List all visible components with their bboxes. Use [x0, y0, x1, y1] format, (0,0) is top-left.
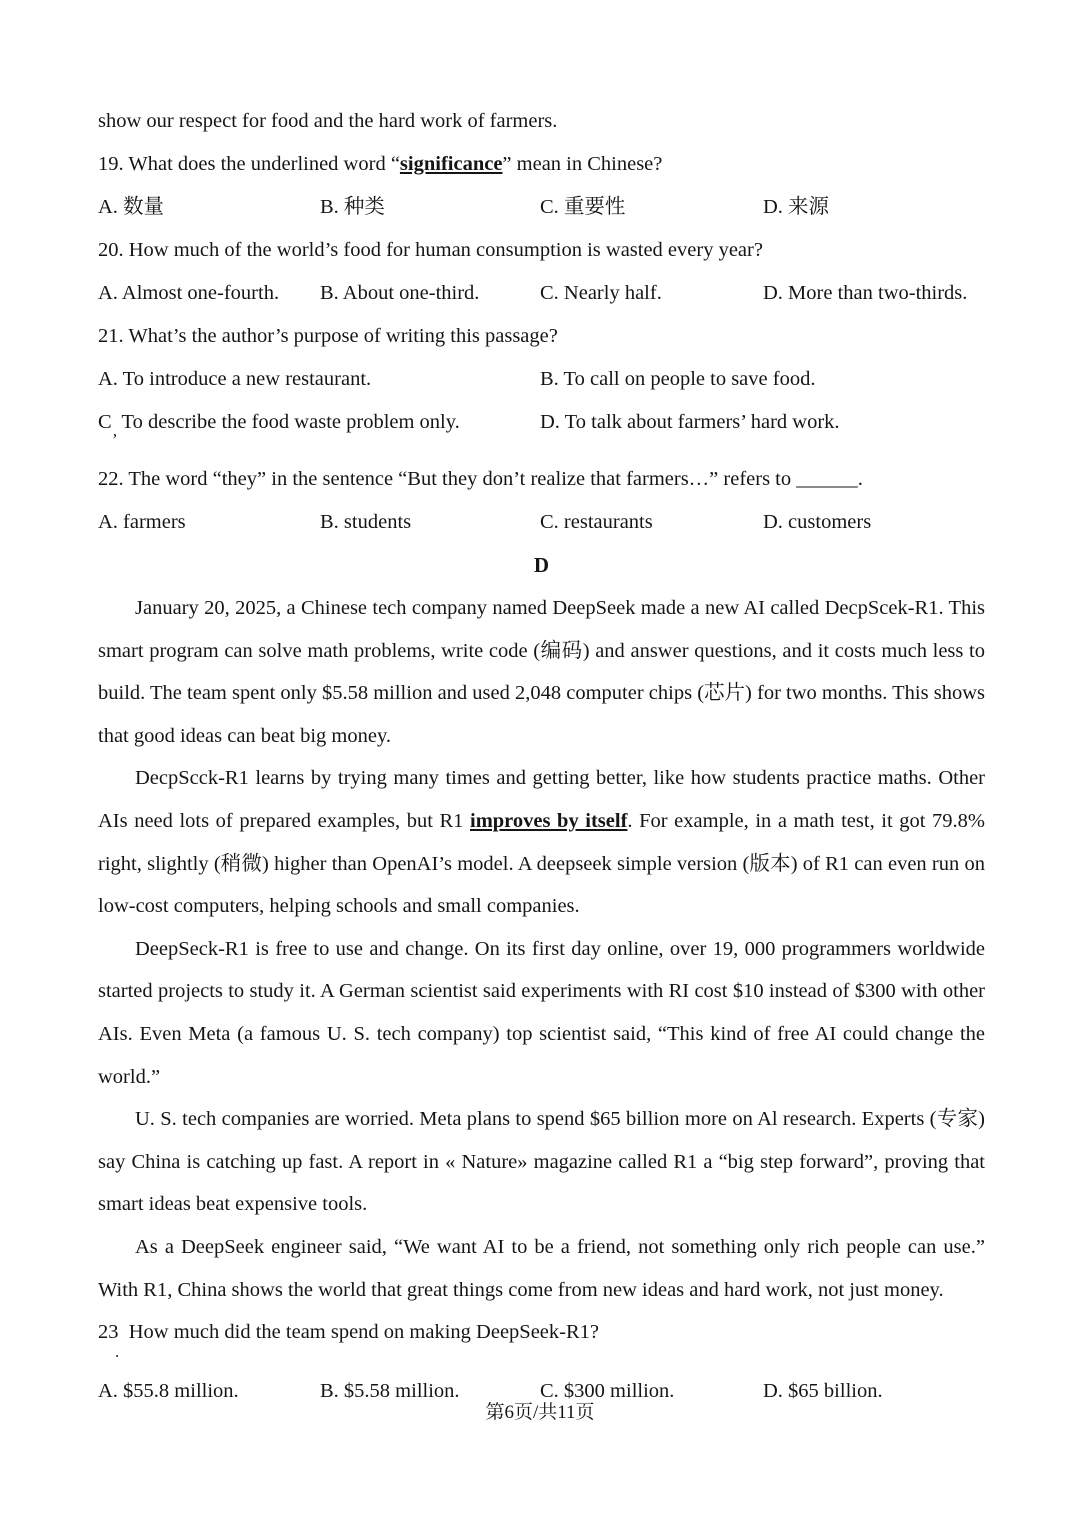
option-23-c: C. $300 million.	[540, 1380, 675, 1403]
question-21-stem: 21. What’s the author’s purpose of writing this passage?	[98, 325, 558, 347]
stray-mark: .	[115, 1342, 120, 1362]
option-21-d: D. To talk about farmers’ hard work.	[540, 411, 840, 433]
option-23-d: D. $65 billion.	[763, 1380, 883, 1403]
option-22-c: C. restaurants	[540, 511, 653, 533]
passage-paragraph-2-after: . For example, in a math test, it got 79.8% right, slightly (稍微) higher than OpenAI’s model. A deepseek simple version (版本) of R1 can even run on low-cost computers, helping schools and small companies.	[98, 809, 985, 918]
option-22-a: A. farmers	[98, 511, 186, 533]
option-20-c: C. Nearly half.	[540, 282, 662, 304]
option-22-d: D. customers	[763, 511, 872, 533]
option-20-a: A. Almost one-fourth.	[98, 282, 280, 304]
option-22-b: B. students	[320, 511, 412, 533]
question-19-options	[98, 186, 985, 229]
option-21-a: A. To introduce a new restaurant.	[98, 368, 372, 390]
option-19-c: C. 重要性	[540, 196, 626, 218]
question-22-stem: 22. The word “they” in the sentence “But they don’t realize that farmers…” refers to ______.	[98, 468, 863, 490]
option-19-a: A. 数量	[98, 196, 165, 218]
question-22-options	[98, 501, 985, 544]
option-21-c	[98, 401, 540, 449]
question-21-options-row-1	[98, 358, 985, 401]
question-19-stem-suffix: ” mean in Chinese?	[502, 153, 663, 175]
question-20-stem: 20. How much of the world’s food for human consumption is wasted every year?	[98, 239, 763, 261]
option-19-d: D. 来源	[763, 196, 830, 218]
option-19-b: B. 种类	[320, 196, 385, 218]
question-19-stem-prefix: 19. What does the underlined word “	[98, 153, 400, 175]
passage-paragraph-2	[98, 757, 985, 927]
passage-paragraph-1: January 20, 2025, a Chinese tech company named DeepSeek made a new AI called DecpScek-R1. This smart program can solve math problems, write code (编码) and answer questions, and it costs much less to build. The team spent only $5.58 million and used 2,048 computer chips (芯片) for two months. This shows that good ideas can beat big money.	[98, 597, 985, 747]
stray-mark: ’	[112, 430, 118, 449]
option-21-b: B. To call on people to save food.	[540, 368, 816, 390]
passage-paragraph-2-underlined: improves by itself	[470, 809, 628, 832]
page-number-footer: 第6页/共11页	[485, 1402, 595, 1423]
passage-label: D	[533, 553, 550, 577]
option-23-a: A. $55.8 million.	[98, 1380, 239, 1403]
option-20-d: D. More than two-thirds.	[763, 282, 968, 304]
question-21-options-row-2	[98, 401, 985, 449]
option-21-c-text: C To describe the food waste problem only.	[98, 411, 460, 433]
passage-tail-line: show our respect for food and the hard work of farmers.	[98, 110, 558, 132]
question-23-stem	[98, 1311, 985, 1362]
passage-paragraph-3: DeepSeck-R1 is free to use and change. On its first day online, over 19, 000 programmers worldwide started projects to study it. A German scientist said experiments with RI cost $10 instead of $300 with other AIs. Even Meta (a famous U. S. tech company) top scientist said, “This kind of free AI could change the world.”	[98, 937, 985, 1088]
passage-paragraph-2-before: DecpScck-R1 learns by trying many times and getting better, like how students practice maths. Other AIs need lots of prepared examples, but R1	[98, 767, 985, 832]
question-19-stem	[98, 143, 985, 186]
passage-paragraph-5: As a DeepSeek engineer said, “We want AI to be a friend, not something only rich people can use.” With R1, China shows the world that great things come from new ideas and hard work, not just money.	[98, 1235, 985, 1301]
question-19-underlined-word: significance	[399, 153, 503, 175]
passage-paragraph-4: U. S. tech companies are worried. Meta plans to spend $65 billion more on Al research. Experts (专家) say China is catching up fast. A report in « Nature» magazine called R1 a “big step forward”, proving that smart ideas beat expensive tools.	[98, 1108, 985, 1216]
option-23-b: B. $5.58 million.	[320, 1380, 460, 1403]
question-20-options	[98, 272, 985, 315]
option-20-b: B. About one-third.	[320, 282, 480, 304]
question-23-stem-text: 23 How much did the team spend on making DeepSeek-R1?	[98, 1321, 599, 1344]
